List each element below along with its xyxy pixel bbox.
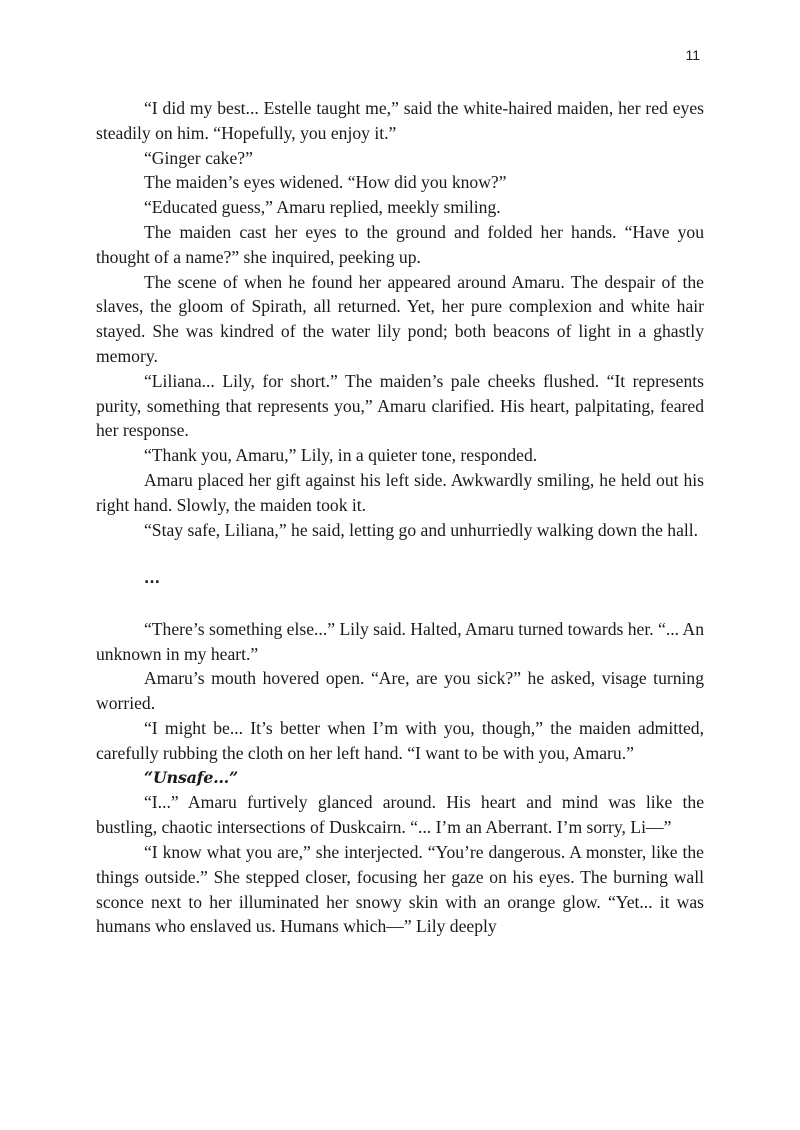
paragraph: “Ginger cake?” <box>144 147 253 168</box>
paragraph: “I...” Amaru furtively glanced around. His heart and mind was like the bustling, chaotic intersections of Duskcairn. “... I’m an Aberrant. I’m sorry, Li—” <box>96 792 704 838</box>
paragraph: “Stay safe, Liliana,” he said, letting go and unhurriedly walking down the hall. <box>144 519 699 540</box>
blank-line <box>96 542 704 567</box>
scene-break: ... <box>144 571 160 588</box>
paragraph: “I did my best... Estelle taught me,” said the white-haired maiden, her red eyes steadily on him. “Hopefully, you enjoy it.” <box>96 98 704 143</box>
paragraph: The maiden’s eyes widened. “How did you know?” <box>144 172 507 193</box>
paragraph: “Liliana... Lily, for short.” The maiden’s pale cheeks flushed. “It represents purity, something that represents you,” Amaru clarified. His heart, palpitating, feared her response. <box>96 370 704 441</box>
paragraph: “I might be... It’s better when I’m with you, though,” the maiden admitted, carefully rubbing the cloth on her left hand. “I want to be with you, Amaru.” <box>96 717 704 763</box>
paragraph: “There’s something else...” Lily said. Halted, Amaru turned towards her. “... An unknown in my heart.” <box>96 618 704 664</box>
paragraph: Amaru placed her gift against his left side. Awkwardly smiling, he held out his right hand. Slowly, the maiden took it. <box>96 469 704 515</box>
stylized-thought-line: “Unsafe...” <box>144 767 238 787</box>
paragraph: “Thank you, Amaru,” Lily, in a quieter tone, responded. <box>144 445 538 466</box>
paragraph: “I know what you are,” she interjected. “You’re dangerous. A monster, like the things outside.” She stepped closer, focusing her gaze on his eyes. The burning wall sconce next to her illuminated her snowy skin with an orange glow. “Yet... it was humans who enslaved us. Humans which—” Lily deeply <box>96 841 704 937</box>
story-body <box>96 96 704 939</box>
paragraph: “Educated guess,” Amaru replied, meekly smiling. <box>144 197 501 218</box>
paragraph: Amaru’s mouth hovered open. “Are, are you sick?” he asked, visage turning worried. <box>96 668 704 714</box>
blank-line <box>96 592 704 617</box>
paragraph: The maiden cast her eyes to the ground and folded her hands. “Have you thought of a name?” she inquired, peeking up. <box>96 221 704 267</box>
page-number: 11 <box>685 47 700 63</box>
paragraph: The scene of when he found her appeared around Amaru. The despair of the slaves, the gloom of Spirath, all returned. Yet, her pure complexion and white hair stayed. She was kindred of the water lily pond; both beacons of light in a ghastly memory. <box>96 271 704 366</box>
